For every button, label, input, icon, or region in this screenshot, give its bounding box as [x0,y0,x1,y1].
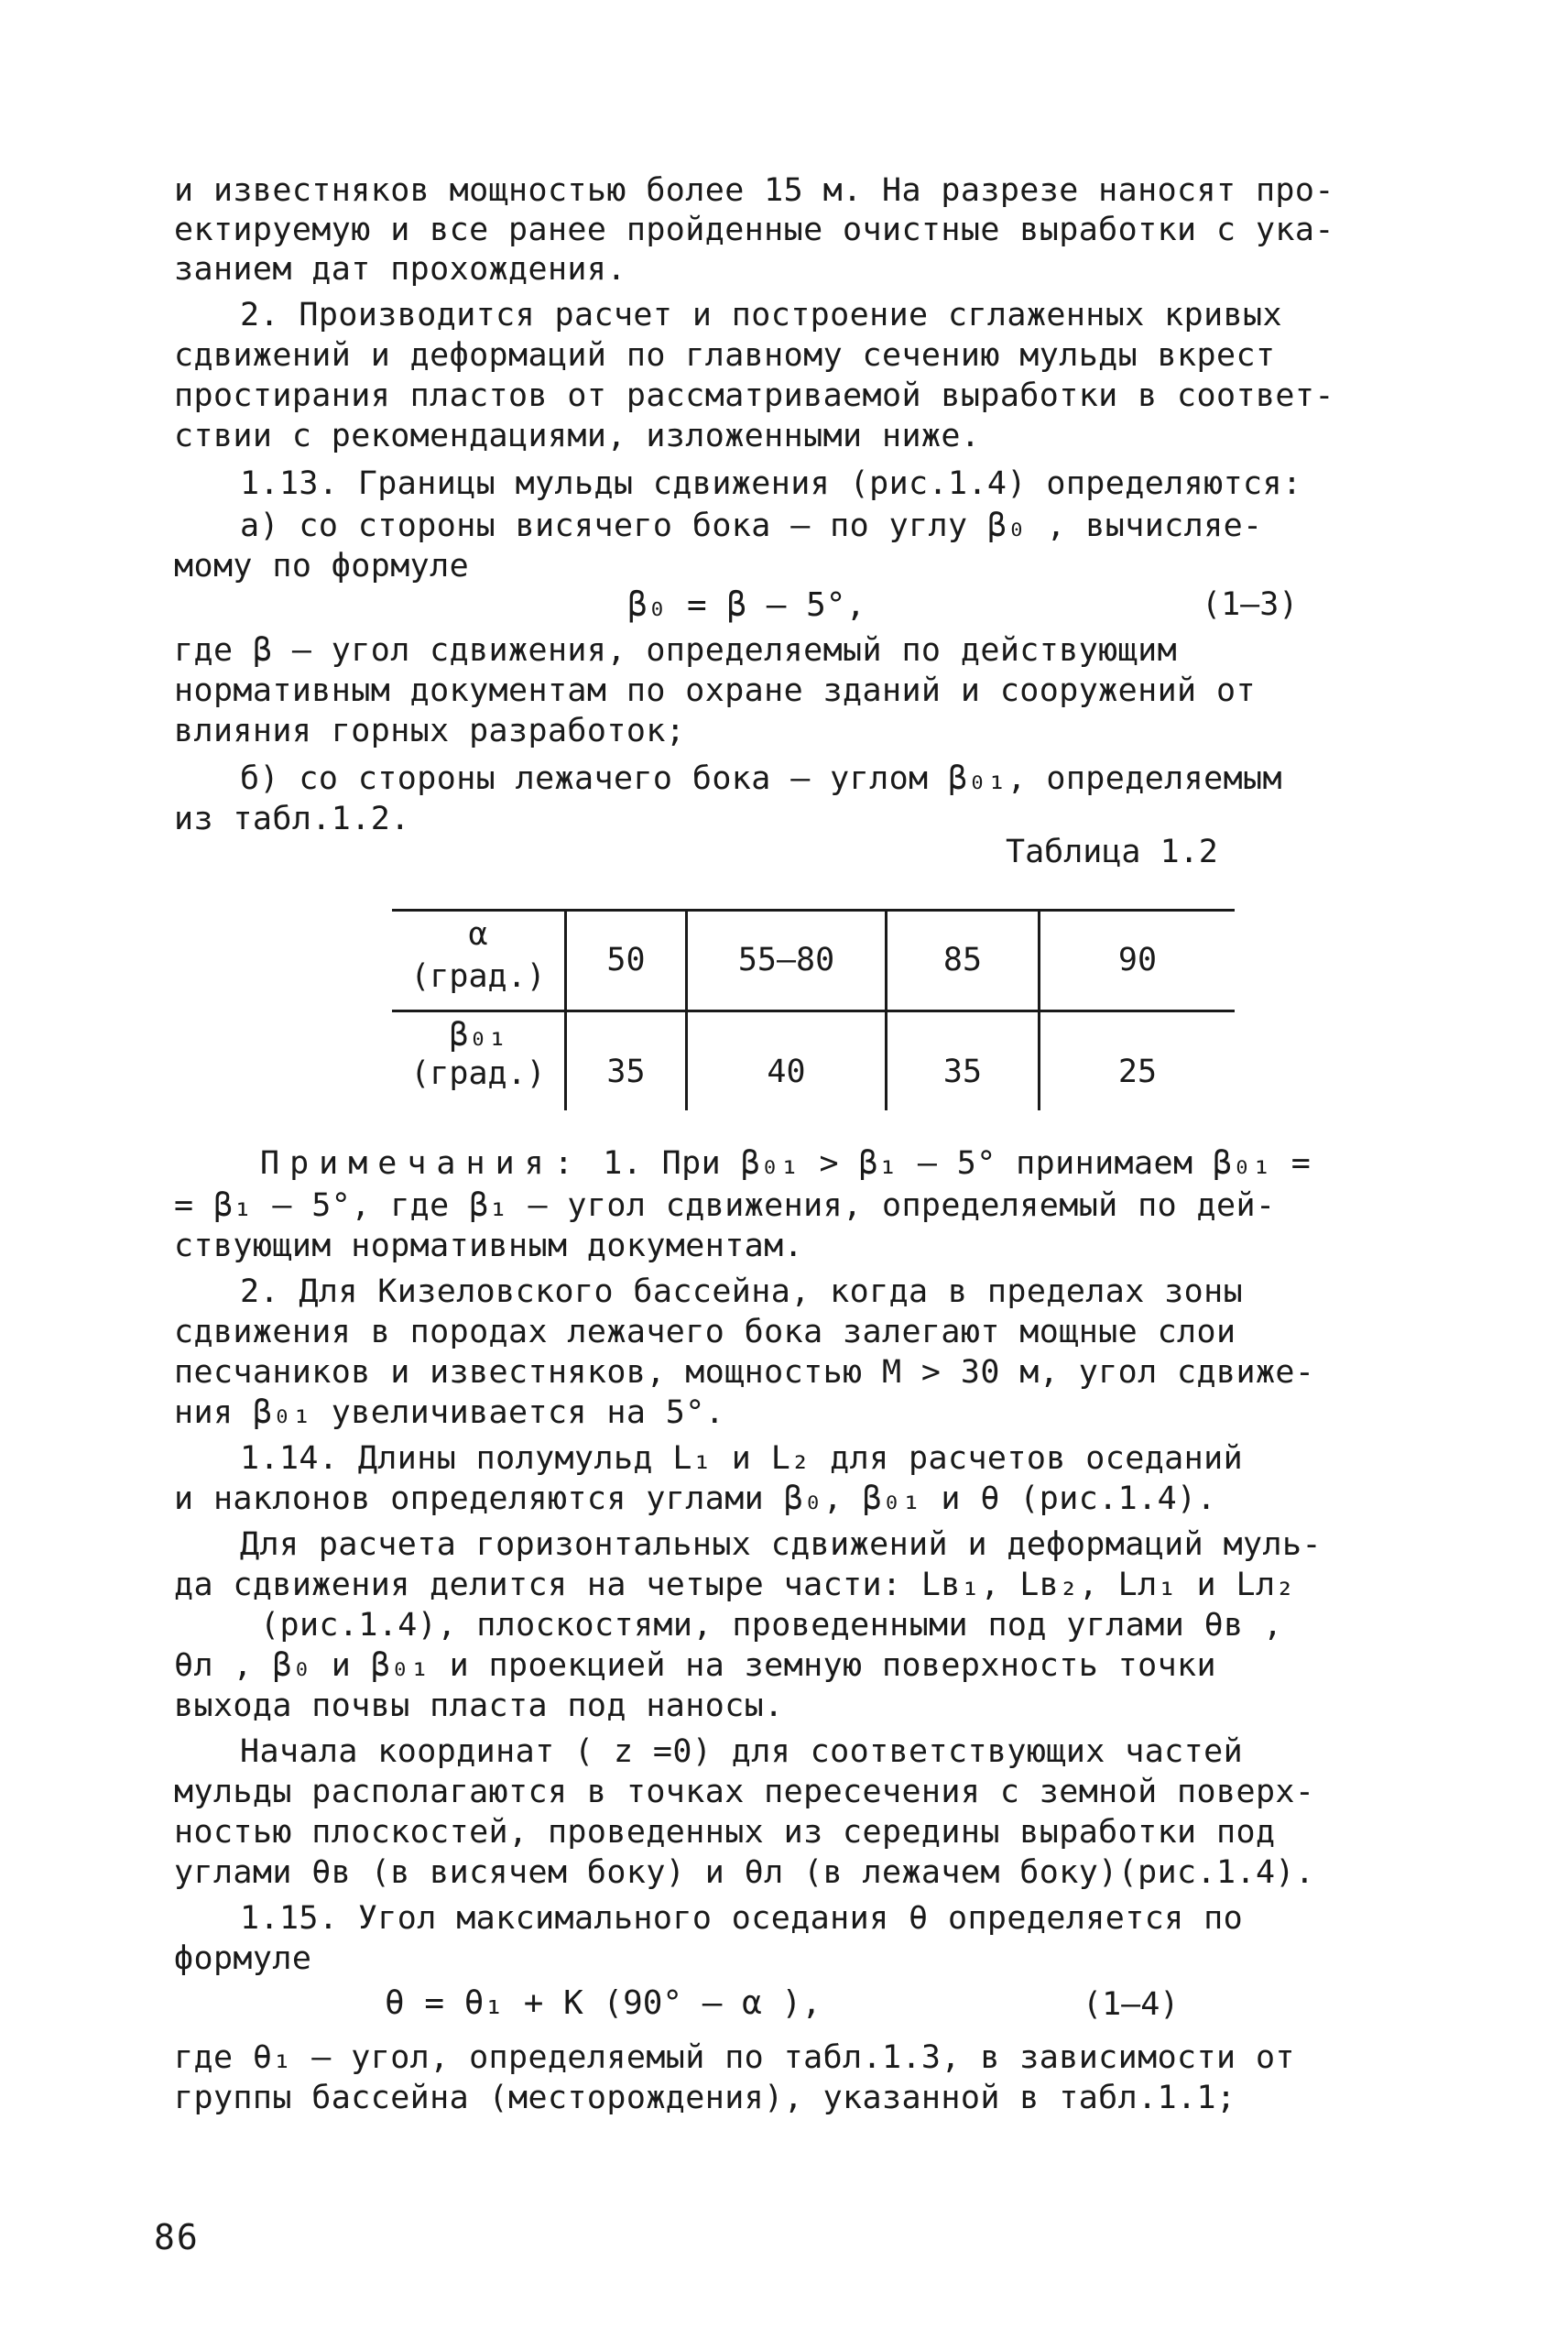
text-line: углами θв (в висячем боку) и θл (в лежачем боку)(рис.1.4). [174,1854,1315,1891]
text-line: сдвижения в породах лежачего бока залегают мощные слои [174,1314,1236,1350]
page-number: 86 [154,2217,200,2257]
section-heading-1-13: 1.13. Границы мульды сдвижения (рис.1.4) определяются: [240,465,1302,502]
text-line: а) со стороны висячего бока – по углу β₀ , вычисляе- [240,508,1263,544]
text-line: где θ₁ – угол, определяемый по табл.1.3, в зависимости от [174,2039,1295,2076]
table-cell: 40 [767,1054,806,1090]
table-cell: 90 [1117,942,1158,978]
table-cell: 50 [606,942,646,978]
note-text: 1. При β₀₁ > β₁ – 5° принимаем β₀₁ = [583,1145,1312,1182]
text-line: ектируемую и все ранее пройденные очистные выработки с ука- [174,212,1334,248]
text-line: влияния горных разработок; [174,713,686,749]
table-1-2 [392,909,1235,1110]
section-heading-1-15: 1.15. Угол максимального оседания θ определяется по [240,1900,1244,1937]
table-cell: 55–80 [737,942,835,978]
text-line: 2. Для Кизеловского бассейна, когда в пределах зоны [240,1273,1244,1310]
text-line: ностью плоскостей, проведенных из середины выработки под [174,1814,1276,1851]
text-line: где β – угол сдвижения, определяемый по действующим [174,632,1178,669]
table-caption: Таблица 1.2 [1006,834,1218,870]
table-row2-symbol: β₀₁ [449,1017,507,1054]
table-rule [392,1010,1235,1012]
text-line: выхода почвы пласта под наносы. [174,1688,784,1724]
text-line: мому по формуле [174,548,470,584]
text-line: ния β₀₁ увеличивается на 5°. [174,1394,725,1431]
table-row1-unit: (град.) [410,958,546,995]
table-cell: 35 [942,1054,983,1090]
text-line: песчаников и известняков, мощностью M > 30 м, угол сдвиже- [174,1354,1315,1391]
note-heading: Примечания: [260,1145,583,1182]
section-heading-1-14: 1.14. Длины полумульд L₁ и L₂ для расчетов оседаний [240,1440,1244,1477]
formula-1-3: β₀ = β – 5°, [627,586,866,624]
table-cell: 85 [942,942,983,978]
equation-number: (1–4) [1083,1986,1180,2023]
text-line: б) со стороны лежачего бока – углом β₀₁, определяемым [240,760,1283,797]
table-row2-unit: (град.) [410,1055,546,1092]
table-cell: 35 [606,1054,646,1090]
text-line: = β₁ – 5°, где β₁ – угол сдвижения, определяемый по дей- [174,1187,1276,1224]
text-line: и известняков мощностью более 15 м. На разрезе наносят про- [174,172,1334,209]
text-line: из табл.1.2. [174,801,410,837]
formula-1-4: θ = θ₁ + K (90° – α ), [385,1984,822,2022]
text-line: и наклонов определяются углами β₀, β₀₁ и θ (рис.1.4). [174,1480,1217,1517]
text-line: группы бассейна (месторождения), указанной в табл.1.1; [174,2080,1236,2116]
equation-number: (1–3) [1202,586,1299,623]
text-line: Начала координат ( z =0) для соответствующих частей [240,1733,1244,1770]
text-line: ствующим нормативным документам. [174,1228,804,1264]
text-line: θл , β₀ и β₀₁ и проекцией на земную поверхность точки [174,1647,1217,1684]
text-line: формуле [174,1940,312,1977]
text-line: занием дат прохождения. [174,251,626,288]
table-rule [392,909,1235,912]
text-line: (рис.1.4), плоскостями, проведенными под углами θв , [260,1607,1283,1644]
text-line: ствии с рекомендациями, изложенными ниже. [174,418,981,454]
table-cell: 25 [1117,1054,1158,1090]
text-line: мульды располагаются в точках пересечения с земной поверх- [174,1774,1315,1810]
text-line: 2. Производится расчет и построение сглаженных кривых [240,297,1283,333]
text-line: сдвижений и деформаций по главному сечению мульды вкрест [174,337,1276,374]
text-line: да сдвижения делится на четыре части: Lв₁, Lв₂, Lл₁ и Lл₂ [174,1567,1295,1603]
text-line: простирания пластов от рассматриваемой выработки в соответ- [174,377,1334,414]
table-row1-symbol: α [468,916,488,953]
text-line: Для расчета горизонтальных сдвижений и деформаций муль- [240,1526,1322,1563]
note-line [260,1143,1506,1184]
text-line: нормативным документам по охране зданий и сооружений от [174,672,1256,709]
